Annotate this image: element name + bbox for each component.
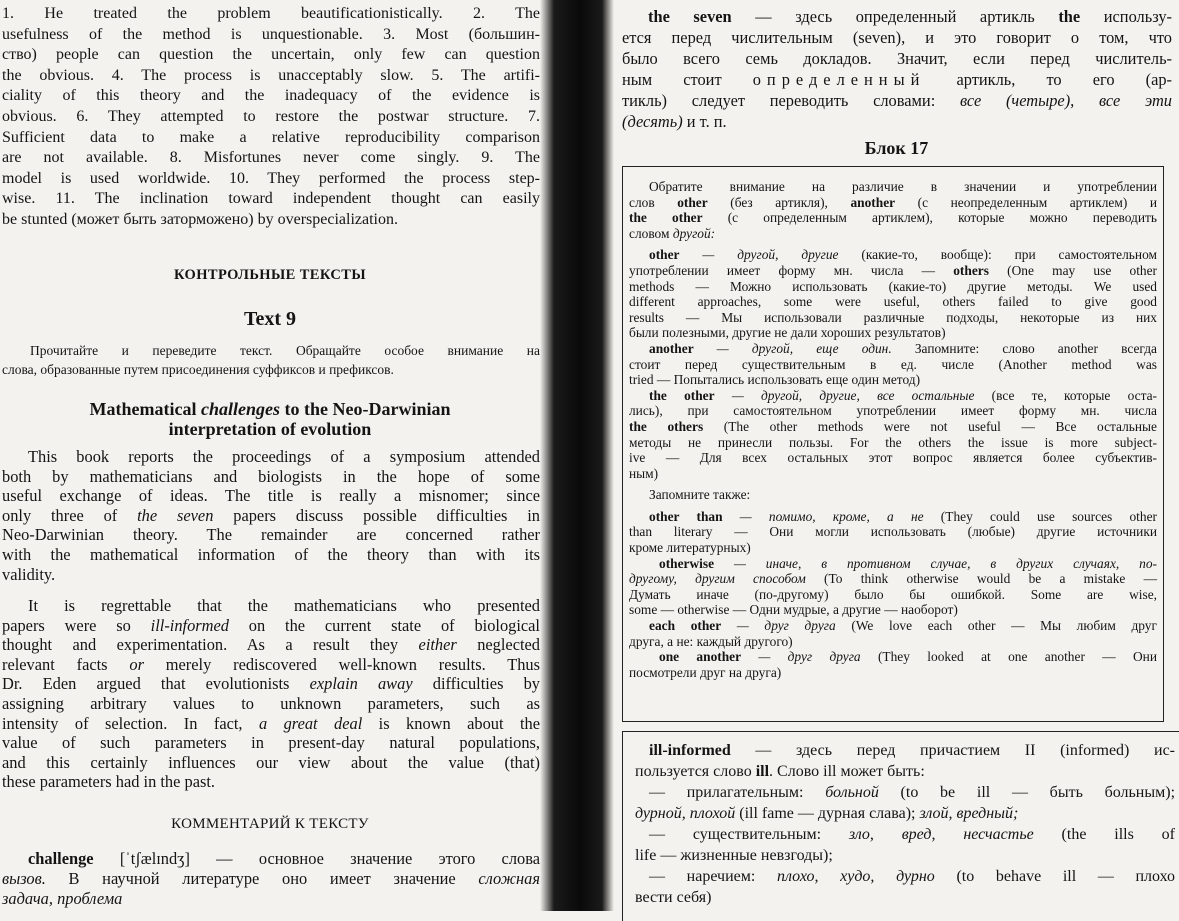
box-line: methods — Можно использовать (какие-то) другие методы. We used [629,278,1157,294]
box-line: посмотрели друг на друга) [629,664,782,680]
box-line: tried — Попытались использовать еще один метод) [629,372,921,388]
text-line: — наречием: плохо, худо, дурно (to behave ill — плохо [649,868,1176,885]
text-line: ется перед числительным (seven), и это говорит о том, что [622,28,1172,47]
box-line: ным) [629,465,659,481]
the-seven-note [622,6,1172,132]
box-line: стоит перед существительным в ед. числе (Another method was [629,356,1157,372]
text-line: life — жизненные невзгоды); [635,847,833,864]
box-line: другому, другим способом (To think otherwise would be a mistake — [629,571,1157,587]
box-line: словом другой: [629,225,716,241]
box-line: Запомните также: [649,487,751,503]
box-line: друга, а не: каждый другого) [629,633,793,649]
commentary-heading: КОММЕНТАРИЙ К ТЕКСТУ [171,816,369,832]
text-line: relevant facts or merely rediscovered well-known results. Thus [2,654,540,674]
text-line: (десять) и т. п. [622,112,727,131]
text-line: challenge [ˈtʃælɪndʒ] — основное значение этого слова [28,849,540,868]
text-line: This book reports the proceedings of a symposium attended [28,447,540,466]
box-line: the other — другой, другие, все остальные (все те, которые оста- [649,387,1157,403]
box-line: than literary — Они могли использовать (любые) другие источники [629,524,1157,540]
text-line: both by mathematicians and biologists in the hope of some [2,466,540,486]
exercise-line: Sufficient data to make a relative reproducibility comparison [2,128,540,146]
box-line: методы не принесли пользы. For the others the issue is more subject- [629,434,1157,450]
text-line: It is regrettable that the mathematicians who presented [28,596,540,615]
box-line: other than — помимо, кроме, а не (They could use sources other [649,508,1157,524]
title-line: interpretation of evolution [168,419,372,439]
text-line: validity. [2,564,56,584]
title-italic: challenges [200,399,280,419]
text-line: the seven — здесь определенный артикль the использу- [648,7,1172,26]
page-gutter-shadow [540,0,614,911]
exercise-line: obvious. 6. They attempted to restore the postwar structure. 7. [2,107,540,125]
text-line: ill-informed — здесь перед причастием II (informed) ис- [649,742,1175,759]
box-line: слов other (без артикля), another (с неопределенным артиклем) и [629,194,1157,210]
text-line: with the mathematical information of the theory than with its [2,544,540,564]
text-line: тикль) следует переводить словами: все (четыре), все эти [622,91,1172,110]
exercise-line: usefulness of the method is unquestionable. 3. Most (большин- [2,25,540,43]
article-paragraph-1 [0,447,540,584]
text-line: assigning arbitrary values to unknown parameters, such as [2,693,540,713]
title-part: Mathematical [89,399,201,419]
text-line: ным стоит определенный артикль, то его (ар- [622,70,1173,89]
box-line: otherwise — иначе, в противном случае, в других случаях, по- [659,555,1157,571]
text-line: intensity of selection. In fact, a great deal is known about the [2,713,540,733]
instruction-line: Прочитайте и переведите текст. Обращайте особое внимание на [30,343,540,358]
text-line: these parameters had in the past. [2,772,215,792]
box-line: кроме литературных) [629,540,751,556]
text-line: было всего семь докладов. Значит, если перед числитель- [622,49,1172,68]
box-line: были полезными, другие не дали хороших результатов) [629,325,946,341]
other-another-rule-box [622,166,1164,722]
box-line: each other — друг друга (We love each other — Мы любим друг [649,618,1157,634]
text-line: only three of the seven papers discuss possible difficulties in [2,505,540,525]
text-number-heading: Text 9 [243,308,297,330]
box-line: other — другой, другие (какие-то, вообще): при самостоятельном [649,247,1157,263]
box-line: different approaches, some were useful, others failed to give good [629,294,1157,310]
box-line: употреблении имеет форму мн. числа — others (One may use other [629,262,1158,278]
exercise-line: wise. 11. The inclination toward independent thought can easily [2,190,540,208]
exercise-line: 1. He treated the problem beautificationistically. 2. The [2,5,540,22]
box-line: one another — друг друга (They looked at one another — Они [659,649,1157,665]
box-line: Обратите внимание на различие в значении и употреблении [649,179,1157,194]
challenge-note [0,849,540,909]
exercise-line: ciality of this theory and the inadequacy of the evidence is [2,87,540,105]
box-line: the others (The other methods were not useful — Все остальные [629,418,1157,434]
text-line: — прилагательным: больной (to be ill — быть больным); [649,784,1176,801]
text-line: Neo-Darwinian theory. The remainder are concerned rather [2,525,540,545]
exercise-line: the obvious. 4. The process is unacceptably slow. 5. The artifi- [2,66,540,84]
text-line: — существительным: зло, вред, несчастье (the ills of [649,826,1176,843]
title-part: to the Neo-Darwinian [279,399,451,419]
article-paragraph-2 [0,596,540,792]
text-line: thought and experimentation. As a result they either neglected [2,635,540,655]
exercise-line: be stunted (может быть заторможено) by overspecialization. [2,210,398,228]
text-line: задача, проблема [2,889,123,908]
text-line: useful exchange of ideas. The title is really a misnomer; since [2,486,540,506]
text-line: дурной, плохой (ill fame — дурная слава); злой, вредный; [635,805,1019,822]
exercise-sentences [0,4,540,231]
exercise-line: are not available. 8. Misfortunes never come singly. 9. The [2,149,540,167]
text-line: вызов. В научной литературе оно имеет значение сложная [2,869,540,888]
text-line: Dr. Eden argued that evolutionists explain away difficulties by [2,674,540,694]
text-line: papers were so ill-informed on the current state of biological [2,615,540,635]
exercise-line: ство) people can question the uncertain, only few can question [2,46,540,64]
reading-instruction [0,342,540,379]
box-line: Думать иначе (по-другому) было бы ошибкой. Some are wise, [629,586,1157,602]
box-line: ive — Для всех остальных этот вопрос является более субъектив- [629,450,1157,466]
box-line: some — otherwise — Одни мудрые, а другие — наоборот) [629,602,958,618]
box-line: the other (с определенным артиклем), которые можно переводить [629,210,1157,226]
exercise-line: model is used worldwide. 10. They performed the process step- [2,169,540,187]
block-heading: Блок 17 [864,138,929,158]
text-line: value of such parameters in present-day natural populations, [2,733,540,753]
text-line: and this certainly influences our view about the value (that) [2,752,540,772]
box-line: лись), при самостоятельном употреблении имеет форму мн. числа [629,403,1157,419]
box-line: another — другой, еще один. Запомните: слово another всегда [649,340,1157,356]
article-title [0,399,540,439]
box-line: results — Мы использовали различные подходы, некоторые из них [629,309,1157,325]
ill-informed-note [622,731,1179,921]
text-line: вести себя) [635,889,712,906]
control-texts-heading: КОНТРОЛЬНЫЕ ТЕКСТЫ [174,267,366,283]
text-line: пользуется слово ill. Слово ill может быть: [635,763,925,780]
instruction-line: слова, образованные путем присоединения суффиксов и префиксов. [2,361,394,377]
